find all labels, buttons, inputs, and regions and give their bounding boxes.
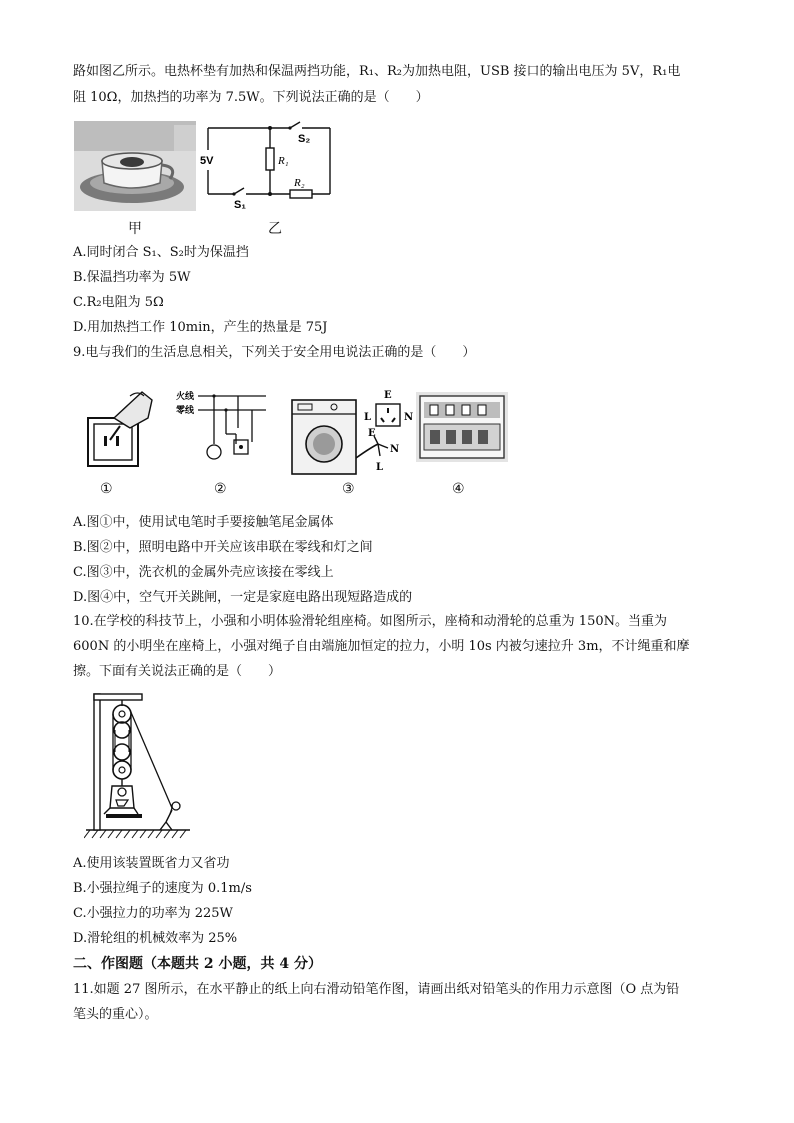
fig4-air-switch-box <box>416 392 508 462</box>
fig2-label-fire: 火线 <box>176 392 195 402</box>
circuit-label-r2: R₂ <box>294 177 305 189</box>
circuit-label-r1: R₁ <box>278 155 289 167</box>
caption-jia: 甲 <box>128 221 142 237</box>
q9-option-a: A.图①中，使用试电笔时手要接触笔尾金属体 <box>73 515 334 530</box>
q11-stem-line1: 11.如题 27 图所示，在水平静止的纸上向右滑动铅笔作图，请画出纸对铅笔头的作用力示意图（O 点为铅 <box>73 982 680 997</box>
q8-option-a: A.同时闭合 S₁、S₂时为保温挡 <box>73 245 249 260</box>
caption-yi: 乙 <box>268 221 282 237</box>
q8-option-c: C.R₂电阻为 5Ω <box>73 295 164 310</box>
q10-stem-line3: 擦。下面有关说法正确的是（ ） <box>73 664 282 679</box>
fig4-number: ④ <box>452 481 465 497</box>
q10-stem-line1: 10.在学校的科技节上，小强和小明体验滑轮组座椅。如图所示，座椅和动滑轮的总重为 150N。当重为 <box>73 614 667 629</box>
fig2-number: ② <box>214 481 227 497</box>
fig1-number: ① <box>100 481 113 497</box>
q10-stem-line2: 600N 的小明坐在座椅上，小强对绳子自由端施加恒定的拉力，小明 10s 内被匀速拉升 3m，不计绳重和摩 <box>73 639 690 654</box>
q10-option-b: B.小强拉绳子的速度为 0.1m/s <box>73 881 252 896</box>
fig3-number: ③ <box>342 481 355 497</box>
q8-option-b: B.保温挡功率为 5W <box>73 270 191 285</box>
pulley-seat-figure <box>84 690 194 840</box>
fig3-washing-machine <box>290 386 416 478</box>
cup-pad-photo <box>74 121 196 211</box>
q8-stem-line1: 路如图乙所示。电热杯垫有加热和保温两挡功能，R₁、R₂为加热电阻，USB 接口的输出电压为 5V，R₁电 <box>73 64 681 79</box>
q8-stem-line2: 阻 10Ω，加热挡的功率为 7.5W。下列说法正确的是（ ） <box>73 90 429 105</box>
fig3-label-n-top: N <box>404 412 414 423</box>
fig3-label-e-plug: E <box>368 428 376 439</box>
fig3-label-n-plug: N <box>390 444 400 455</box>
q9-option-c: C.图③中，洗衣机的金属外壳应该接在零线上 <box>73 565 334 580</box>
fig3-label-l-plug: L <box>376 462 384 473</box>
fig2-lighting-circuit <box>176 388 268 468</box>
q10-option-c: C.小强拉力的功率为 225W <box>73 906 233 921</box>
q8-option-d: D.用加热挡工作 10min，产生的热量是 75J <box>73 320 328 335</box>
fig1-tester-pen <box>80 388 154 472</box>
q9-stem: 9.电与我们的生活息息相关，下列关于安全用电说法正确的是（ ） <box>73 345 476 360</box>
q9-option-d: D.图④中，空气开关跳闸，一定是家庭电路出现短路造成的 <box>73 590 413 605</box>
fig3-label-e-top: E <box>384 390 392 401</box>
circuit-diagram <box>198 118 338 212</box>
q11-stem-line2: 笔头的重心）。 <box>73 1007 158 1022</box>
q10-option-d: D.滑轮组的机械效率为 25% <box>73 931 238 946</box>
section2-heading: 二、作图题（本题共 2 小题，共 4 分） <box>73 956 322 972</box>
q10-option-a: A.使用该装置既省力又省功 <box>73 856 230 871</box>
circuit-label-s2: S₂ <box>298 133 311 145</box>
fig2-label-zero: 零线 <box>176 406 195 416</box>
circuit-label-s1: S₁ <box>234 199 246 211</box>
circuit-label-5v: 5V <box>200 155 214 167</box>
q9-option-b: B.图②中，照明电路中开关应该串联在零线和灯之间 <box>73 540 373 555</box>
fig3-label-l-top: L <box>364 412 372 423</box>
